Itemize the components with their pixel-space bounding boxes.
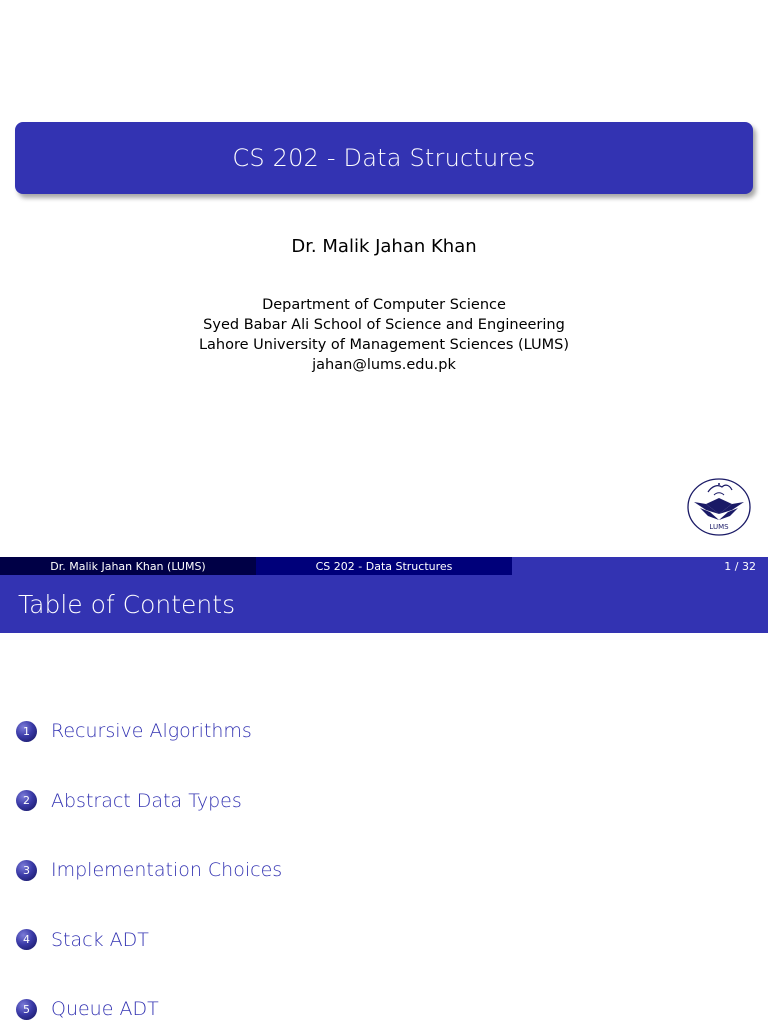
- toc-number-ball: 2: [16, 790, 37, 811]
- toc-link[interactable]: Recursive Algorithms: [51, 720, 252, 742]
- toc-link[interactable]: Stack ADT: [51, 928, 149, 951]
- frame-title-bar: [0, 575, 768, 633]
- school-line: Syed Babar Ali School of Science and Engineering: [203, 317, 565, 333]
- toc-item[interactable]: [16, 994, 282, 1024]
- logo-text: LUMS: [709, 523, 729, 531]
- frame-title: Table of Contents: [18, 589, 236, 619]
- footline: [0, 557, 768, 575]
- slide-title: CS 202 - Data Structures: [232, 144, 536, 172]
- university-line: Lahore University of Management Sciences (LUMS): [198, 337, 570, 353]
- title-box: [15, 122, 753, 194]
- author-name: Dr. Malik Jahan Khan: [291, 236, 477, 257]
- toc-item[interactable]: [16, 786, 282, 816]
- toc-item[interactable]: [16, 716, 282, 746]
- toc-number-ball: 3: [16, 860, 37, 881]
- toc-link[interactable]: Implementation Choices: [51, 859, 283, 881]
- toc-item[interactable]: [16, 855, 282, 885]
- toc-link[interactable]: Queue ADT: [51, 998, 159, 1020]
- table-of-contents: [16, 716, 282, 1024]
- toc-number-ball: 4: [16, 929, 37, 950]
- toc-number-ball: 1: [16, 721, 37, 742]
- footline-page-number: 1 / 32: [512, 557, 768, 575]
- toc-link[interactable]: Abstract Data Types: [51, 789, 242, 812]
- toc-item[interactable]: [16, 925, 282, 955]
- affiliation-block: [0, 295, 768, 375]
- lums-logo: [686, 474, 752, 538]
- toc-number-ball: 5: [16, 999, 37, 1020]
- footline-title: CS 202 - Data Structures: [256, 557, 512, 575]
- department-line: Department of Computer Science: [262, 297, 506, 313]
- email-line: jahan@lums.edu.pk: [312, 357, 456, 373]
- footline-author: Dr. Malik Jahan Khan (LUMS): [0, 557, 256, 575]
